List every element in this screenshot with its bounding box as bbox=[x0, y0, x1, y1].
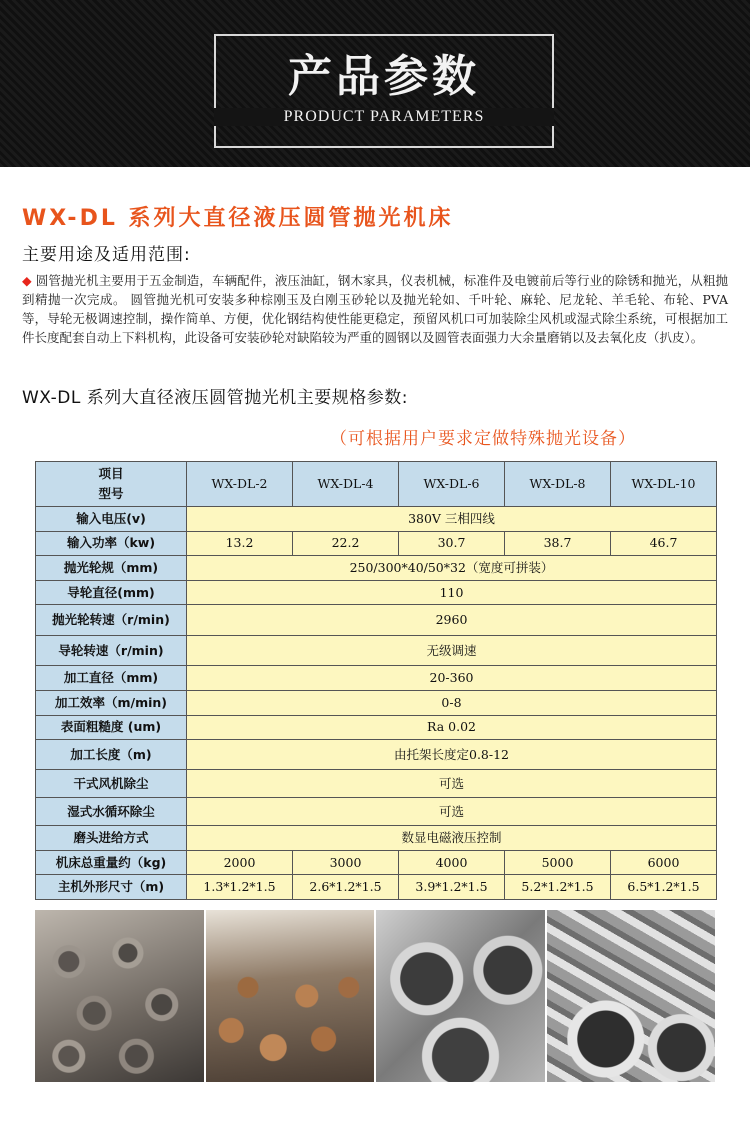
stainless-tube-photo bbox=[547, 910, 716, 1082]
row-value: 46.7 bbox=[611, 531, 717, 556]
steel-pipe-bundle-photo bbox=[35, 910, 204, 1082]
row-value: 250/300*40/50*32（宽度可拼装） bbox=[187, 556, 717, 581]
table-row bbox=[36, 531, 717, 556]
row-value: 2000 bbox=[187, 850, 293, 875]
row-value: 1.3*1.2*1.5 bbox=[187, 875, 293, 900]
row-value: 380V 三相四线 bbox=[187, 507, 717, 532]
row-value: 20-360 bbox=[187, 666, 717, 691]
diamond-bullet-icon: ◆ bbox=[22, 273, 32, 288]
row-value: 13.2 bbox=[187, 531, 293, 556]
table-row bbox=[36, 715, 717, 740]
usage-heading: 主要用途及适用范围: bbox=[22, 245, 191, 265]
table-row bbox=[36, 636, 717, 666]
model-cell: WX-DL-4 bbox=[293, 462, 399, 507]
table-row bbox=[36, 690, 717, 715]
row-label: 输入电压(v) bbox=[36, 507, 187, 532]
round-bar-stock-photo bbox=[206, 910, 375, 1082]
header-model-label: 型号 bbox=[98, 486, 124, 501]
row-value: 2.6*1.2*1.5 bbox=[293, 875, 399, 900]
table-row bbox=[36, 798, 717, 826]
model-cell: WX-DL-10 bbox=[611, 462, 717, 507]
row-label: 抛光轮转速（r/min) bbox=[36, 605, 187, 636]
hero-banner bbox=[0, 0, 750, 167]
row-value: 3000 bbox=[293, 850, 399, 875]
polished-tube-photo bbox=[376, 910, 545, 1082]
row-value: Ra 0.02 bbox=[187, 715, 717, 740]
hero-title: 产品参数 bbox=[288, 51, 480, 102]
row-value: 110 bbox=[187, 580, 717, 605]
model-cell: WX-DL-6 bbox=[399, 462, 505, 507]
row-value: 可选 bbox=[187, 798, 717, 826]
row-label: 磨头进给方式 bbox=[36, 826, 187, 851]
row-value: 4000 bbox=[399, 850, 505, 875]
row-value: 2960 bbox=[187, 605, 717, 636]
table-row bbox=[36, 770, 717, 798]
row-value: 6000 bbox=[611, 850, 717, 875]
row-value: 数显电磁液压控制 bbox=[187, 826, 717, 851]
row-label: 加工直径（mm) bbox=[36, 666, 187, 691]
table-row bbox=[36, 507, 717, 532]
row-label: 导轮转速（r/min) bbox=[36, 636, 187, 666]
description-text: 圆管抛光机主要用于五金制造，车辆配件，液压油缸，钢木家具，仪表机械，标准件及电镀前后等行业的除锈和抛光，从粗抛到精抛一次完成。 圆管抛光机可安装多种棕刚玉及白刚玉砂轮以及抛光轮如、千叶轮、麻轮、尼龙轮、羊毛轮、布轮、PVA 等，导轮无极调速控制，操作简单、方便，优化钢结构使性能更稳定，预留风机口可加装除尘风机或湿式除尘系统，可根据加工件长度配套自动上下料机构，此设备可安装砂轮对缺陷较为严重的圆钢以及圆管表面强力大余量磨销以及去氧化皮（扒皮）。 bbox=[22, 273, 728, 345]
row-value: 可选 bbox=[187, 770, 717, 798]
hero-subtitle: PRODUCT PARAMETERS bbox=[214, 108, 554, 126]
product-photos bbox=[35, 910, 715, 1082]
table-row bbox=[36, 580, 717, 605]
spec-table bbox=[35, 461, 717, 900]
row-label: 导轮直径(mm) bbox=[36, 580, 187, 605]
row-value: 5000 bbox=[505, 850, 611, 875]
row-label: 表面粗糙度 (um) bbox=[36, 715, 187, 740]
row-label: 主机外形尺寸（m) bbox=[36, 875, 187, 900]
row-value: 0-8 bbox=[187, 690, 717, 715]
table-row bbox=[36, 605, 717, 636]
table-row bbox=[36, 826, 717, 851]
spec-heading: WX-DL 系列大直径液压圆管抛光机主要规格参数: bbox=[22, 388, 408, 408]
table-row bbox=[36, 850, 717, 875]
row-value: 由托架长度定0.8-12 bbox=[187, 740, 717, 770]
row-label: 加工效率（m/min) bbox=[36, 690, 187, 715]
row-label: 湿式水循环除尘 bbox=[36, 798, 187, 826]
custom-note: （可根据用户要求定做特殊抛光设备） bbox=[330, 429, 636, 449]
row-value: 38.7 bbox=[505, 531, 611, 556]
row-value: 无级调速 bbox=[187, 636, 717, 666]
table-row bbox=[36, 556, 717, 581]
row-label: 抛光轮规（mm) bbox=[36, 556, 187, 581]
row-value: 30.7 bbox=[399, 531, 505, 556]
table-row bbox=[36, 875, 717, 900]
model-cell: WX-DL-2 bbox=[187, 462, 293, 507]
row-label: 输入功率（kw) bbox=[36, 531, 187, 556]
model-cell: WX-DL-8 bbox=[505, 462, 611, 507]
table-row bbox=[36, 666, 717, 691]
row-value: 3.9*1.2*1.5 bbox=[399, 875, 505, 900]
product-title: WX-DL 系列大直径液压圆管抛光机床 bbox=[22, 206, 454, 231]
row-value: 5.2*1.2*1.5 bbox=[505, 875, 611, 900]
header-label-cell bbox=[36, 462, 187, 507]
row-value: 6.5*1.2*1.5 bbox=[611, 875, 717, 900]
header-item-label: 项目 bbox=[98, 466, 124, 481]
row-value: 22.2 bbox=[293, 531, 399, 556]
row-label: 机床总重量约（kg) bbox=[36, 850, 187, 875]
description bbox=[22, 271, 728, 347]
row-label: 加工长度（m) bbox=[36, 740, 187, 770]
table-header-row bbox=[36, 462, 717, 507]
row-label: 干式风机除尘 bbox=[36, 770, 187, 798]
table-row bbox=[36, 740, 717, 770]
